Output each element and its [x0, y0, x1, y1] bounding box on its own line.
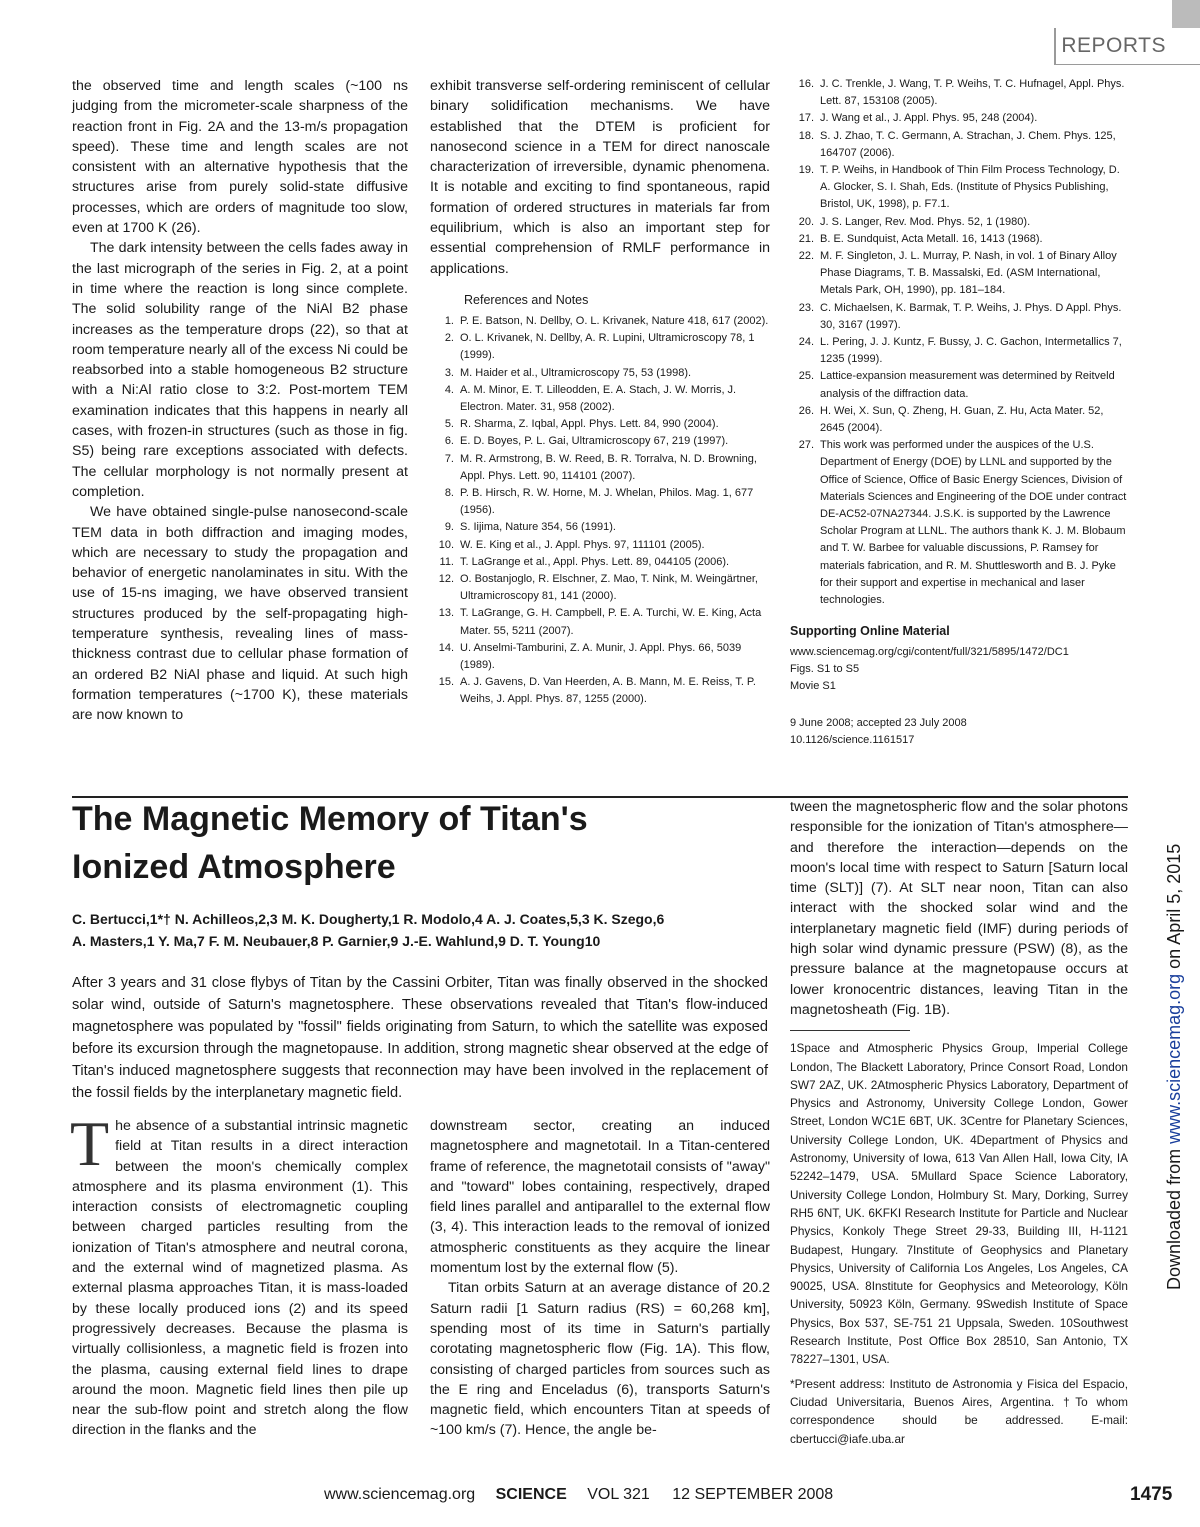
- reference-item: [790, 110, 1130, 127]
- page-footer: [324, 1486, 833, 1504]
- reference-number: 11.: [439, 555, 454, 568]
- reference-number: 2.: [444, 332, 454, 345]
- som-heading: Supporting Online Material: [790, 624, 950, 639]
- reference-number: 23.: [798, 301, 814, 314]
- reference-text: P. B. Hirsch, R. W. Horne, M. J. Whelan, Philos. Mag. 1, 677 (1956).: [460, 487, 754, 517]
- reference-number: 9.: [444, 521, 454, 534]
- reference-text: L. Pering, J. J. Kuntz, F. Bussy, J. C. Gachon, Intermetallics 7, 1235 (1999).: [820, 336, 1122, 366]
- reference-item: [790, 403, 1130, 437]
- reference-text: B. E. Sundquist, Acta Metall. 16, 1413 (1968).: [820, 232, 1043, 245]
- download-suffix: on April 5, 2015: [1164, 843, 1184, 974]
- article-column-3: [790, 797, 1128, 1454]
- references-list: [430, 313, 770, 709]
- reference-text: M. R. Armstrong, B. W. Reed, B. R. Torralva, N. D. Browning, Appl. Phys. Lett. 90, 114101 (2007).: [460, 452, 757, 482]
- authors-line: A. Masters,1 Y. Ma,7 F. M. Neubauer,8 P. Garnier,9 J.-E. Wahlund,9 D. T. Young10: [72, 933, 601, 949]
- reference-number: 6.: [444, 435, 454, 448]
- section-header: [1054, 28, 1200, 65]
- reference-number: 3.: [444, 366, 454, 379]
- reference-text: W. E. King et al., J. Appl. Phys. 97, 111101 (2005).: [460, 538, 705, 551]
- drop-cap: T: [70, 1108, 110, 1179]
- reference-text: P. E. Batson, N. Dellby, O. L. Krivanek, Nature 418, 617 (2002).: [460, 314, 769, 327]
- reference-text: T. LaGrange et al., Appl. Phys. Lett. 89, 044105 (2006).: [460, 555, 730, 568]
- reference-item: [790, 437, 1130, 609]
- reference-number: 1.: [444, 314, 454, 327]
- reference-number: 26.: [798, 404, 814, 417]
- correspondence-notes: *Present address: Instituto de Astronomia y Fisica del Espacio, Ciudad Universitaria, Buenos Aires, Argentina. †To whom correspondence should be addressed. E-mail: cbertucci@iafe.uba.ar: [790, 1376, 1128, 1446]
- reference-number: 4.: [444, 383, 454, 396]
- article-doi: 10.1126/science.1161517: [790, 734, 915, 747]
- reference-text: J. C. Trenkle, J. Wang, T. P. Weihs, T. C. Hufnagel, Appl. Phys. Lett. 87, 153108 (2005).: [820, 78, 1125, 108]
- reference-text: H. Wei, X. Sun, Q. Zheng, H. Guan, Z. Hu, Acta Mater. 52, 2645 (2004).: [820, 404, 1104, 435]
- reference-item: [430, 416, 770, 433]
- prev-article-column-2: [430, 76, 770, 709]
- section-label: REPORTS: [1061, 34, 1166, 57]
- reference-text: O. Bostanjoglo, R. Elschner, Z. Mao, T. Nink, M. Weingärtner, Ultramicroscopy 81, 141 (2000).: [460, 573, 758, 603]
- reference-text: T. P. Weihs, in Handbook of Thin Film Process Technology, D. A. Glocker, S. I. Shah, Eds. (Institute of Physics Publishing, Bristol, UK, 1998), p. F7.1.: [820, 164, 1120, 211]
- download-link[interactable]: www.sciencemag.org: [1164, 973, 1184, 1144]
- affiliations: [790, 1039, 1128, 1448]
- reference-text: S. J. Zhao, T. C. Germann, A. Strachan, J. Chem. Phys. 125, 164707 (2006).: [820, 129, 1116, 159]
- reference-number: 17.: [798, 112, 814, 125]
- prev-article-column-1: [72, 76, 408, 726]
- reference-number: 8.: [444, 487, 454, 499]
- reference-item: [430, 451, 770, 485]
- reference-item: [430, 433, 770, 450]
- reference-text: This work was performed under the auspices of the U.S. Department of Energy (DOE) by LLNL and supported by the Office of Science, Office of Basic Energy Sciences, Division of Materials Sciences and Engineering of the DOE under contract DE-AC52-07NA27344. J.S.K. is supported by the Lawrence Scholar Program at LLNL. The authors thank K. J. M. Blobaum and T. W. Barbee for valuable discussions, P. Ramsey for materials fabrication, and R. M. Shuttlesworth and B. J. Pyke for their support and expertise in mechanical and laser technologies.: [820, 439, 1127, 607]
- reference-item: [430, 554, 770, 571]
- reference-item: [790, 214, 1130, 231]
- references-heading: References and Notes: [464, 292, 589, 307]
- reference-item: [790, 300, 1130, 334]
- reference-number: 18.: [798, 129, 814, 142]
- corner-tab: [1172, 0, 1200, 28]
- reference-number: 19.: [798, 164, 814, 177]
- reference-number: 21.: [798, 232, 814, 245]
- reference-number: 10.: [438, 538, 454, 551]
- reference-text: J. S. Langer, Rev. Mod. Phys. 52, 1 (1980).: [820, 215, 1031, 228]
- reference-item: [790, 334, 1130, 368]
- reference-item: [430, 537, 770, 554]
- references-list: [790, 76, 1130, 609]
- reference-number: 7.: [444, 452, 454, 465]
- reference-number: 5.: [444, 418, 454, 431]
- reference-number: 20.: [798, 215, 814, 228]
- reference-item: [430, 640, 770, 674]
- reference-item: [430, 382, 770, 416]
- reference-text: A. M. Minor, E. T. Lilleodden, E. A. Stach, J. W. Morris, J. Electron. Mater. 31, 958 (2002).: [460, 383, 737, 413]
- reference-item: [430, 485, 770, 519]
- reference-number: 24.: [798, 336, 814, 349]
- paragraph: he absence of a substantial intrinsic magnetic field at Titan results in a direct interaction between the moon's chemically complex atmosphere and its plasma environment (1). This interaction consists of electromagnetic coupling between charged particles resulting from the ionization of Titan's atmosphere and neutral corona, and the external wind of magnetized plasma. As external plasma approaches Titan, it is mass-loaded by these locally produced ions (2) and its speed progressively decreases. Because the plasma is virtually collisionless, a magnetic field is frozen into the plasma, causing external field lines to drape around the moon. Magnetic field lines then pile up near the sub-flow point and stretch along the flow direction in the flanks and the: [72, 1118, 408, 1439]
- reference-text: U. Anselmi-Tamburini, Z. A. Munir, J. Appl. Phys. 66, 5039 (1989).: [460, 641, 742, 672]
- reference-item: [790, 231, 1130, 248]
- reference-text: A. J. Gavens, D. Van Heerden, A. B. Mann, M. E. Reiss, T. P. Weihs, J. Appl. Phys. 87, 1255 (2000).: [460, 676, 756, 706]
- footer-journal: SCIENCE: [495, 1486, 567, 1503]
- paragraph: the observed time and length scales (~100 ns judging from the micrometer-scale sharpness of the reaction front in Fig. 2A and the 13-m/s propagation speed). These time and length scales are not consistent with an alternative hypothesis that the structures arise from purely solid-state diffusive processes, which are orders of magnitude too slow, even at 1700 K (26).: [72, 78, 408, 237]
- reference-item: [430, 365, 770, 382]
- reference-text: S. Iijima, Nature 354, 56 (1991).: [460, 521, 616, 534]
- page-number: 1475: [1130, 1484, 1173, 1505]
- reference-item: [430, 674, 770, 708]
- reference-text: Lattice-expansion measurement was determined by Reitveld analysis of the diffraction data.: [820, 370, 1115, 400]
- paragraph: The dark intensity between the cells fades away in the last micrograph of the series in Fig. 2, at a point in time where the reaction is long since complete. The solid solubility range of the NiAl B2 phase increases as the temperature drops (22), so that at room temperature nearly all of the excess Ni could be reabsorbed into a stable homogeneous B2 structure with a Ni:Al ratio close to 3:2. Post-mortem TEM examination indicates that this happens in nearly all cases, with frozen-in structures (such as those in fig. S5) being rare exceptions associated with defects. The cellular morphology is not normally present at completion.: [72, 240, 408, 500]
- reference-text: R. Sharma, Z. Iqbal, Appl. Phys. Lett. 84, 990 (2004).: [460, 418, 719, 431]
- reference-text: M. F. Singleton, J. L. Murray, P. Nash, in vol. 1 of Binary Alloy Phase Diagrams, T. B. Massalski, Ed. (ASM International, Metals Park, OH, 1990), pp. 181–184.: [820, 250, 1117, 297]
- download-prefix: Downloaded from: [1164, 1143, 1184, 1290]
- reference-item: [430, 313, 770, 330]
- reference-item: [790, 162, 1130, 214]
- reference-item: [790, 368, 1130, 402]
- reference-text: O. L. Krivanek, N. Dellby, A. R. Lupini, Ultramicroscopy 78, 1 (1999).: [460, 332, 755, 362]
- reference-number: 12.: [438, 573, 454, 586]
- reference-item: [790, 128, 1130, 162]
- prev-article-column-3: [790, 76, 1130, 749]
- footnote-rule: [790, 1030, 910, 1031]
- reference-item: [430, 605, 770, 639]
- footer-site: www.sciencemag.org: [324, 1486, 476, 1503]
- reference-item: [430, 519, 770, 536]
- som-line: Figs. S1 to S5: [790, 663, 860, 676]
- footer-volume: VOL 321: [587, 1486, 650, 1503]
- reference-text: J. Wang et al., J. Appl. Phys. 95, 248 (2004).: [820, 112, 1038, 125]
- article-column-1: [70, 1108, 408, 1441]
- download-note: [1164, 844, 1185, 1290]
- reference-number: 14.: [438, 641, 454, 654]
- article-title: The Magnetic Memory of Titan's Ionized Atmosphere: [72, 800, 588, 886]
- paragraph: Titan orbits Saturn at an average distance of 20.2 Saturn radii [1 Saturn radius (RS) = 60,268 km], spending most of its time in Saturn's partially corotating magnetospheric flow (Fig. 1A). This flow, consisting of charged particles from sources such as the E ring and Enceladus (6), transports Saturn's magnetic field, which encounters Titan at speeds of ~100 km/s (7). Hence, the angle be-: [430, 1280, 770, 1439]
- article-column-2: [430, 1116, 770, 1441]
- reference-text: C. Michaelsen, K. Barmak, T. P. Weihs, J. Phys. D Appl. Phys. 30, 3167 (1997).: [820, 301, 1122, 331]
- reference-text: M. Haider et al., Ultramicroscopy 75, 53 (1998).: [460, 366, 692, 379]
- reference-number: 15.: [438, 676, 454, 689]
- author-list: [72, 908, 762, 952]
- paragraph: tween the magnetospheric flow and the solar photons responsible for the ionization of Titan's atmosphere—and therefore the interaction—depends on the moon's local time with respect to Saturn [Saturn local time (SLT)] (7). At SLT near noon, Titan can also interact with the shocked solar wind and the interplanetary magnetic field (IMF) during periods of high solar wind dynamic pressure (PSW) (8), as the pressure balance at the magnetopause occurs at lower kronocentric distances, leaving Titan in the magnetosheath (Fig. 1B).: [790, 799, 1128, 1018]
- authors-line: C. Bertucci,1*† N. Achilleos,2,3 M. K. Dougherty,1 R. Modolo,4 A. J. Coates,5,3 K. Szego,6: [72, 911, 665, 927]
- reference-number: 16.: [798, 78, 814, 90]
- paragraph: downstream sector, creating an induced magnetosphere and magnetotail. In a Titan-centered frame of reference, the magnetotail consists of "away" and "toward" lobes containing, respectively, draped field lines parallel and antiparallel to the external flow (3, 4). This interaction leads to the removal of ionized atmospheric constituents as they acquire the linear momentum lost by the external flow (5).: [430, 1118, 770, 1277]
- reference-text: T. LaGrange, G. H. Campbell, P. E. A. Turchi, W. E. King, Acta Mater. 55, 5211 (2007).: [460, 607, 762, 637]
- paragraph: We have obtained single-pulse nanosecond-scale TEM data in both diffraction and imaging modes, which are necessary to study the propagation and behavior of energetic nanolaminates in situ. With the use of 15-ns imaging, we have observed transient structures produced by the self-propagating high-temperature synthesis, revealing lines of mass-thickness contrast due to cellular phase formation of an ordered B2 NiAl phase and liquid. At such high formation temperatures (~1700 K), these materials are now known to: [72, 504, 408, 724]
- som-line: Movie S1: [790, 680, 836, 693]
- abstract: After 3 years and 31 close flybys of Titan by the Cassini Orbiter, Titan was finally observed in the shocked solar wind, outside of Saturn's magnetosphere. These observations revealed that Titan's flow-induced magnetosphere was populated by "fossil" fields originating from Saturn, to which the satellite was exposed before its excursion through the magnetopause. In addition, strong magnetic shear observed at the edge of Titan's induced magnetosphere suggests that reconnection may have been involved in the replacement of the fossil fields by the interplanetary magnetic field.: [72, 975, 768, 1101]
- supporting-material: [790, 623, 1130, 749]
- reference-number: 27.: [798, 439, 814, 452]
- reference-number: 13.: [438, 607, 454, 620]
- affiliations-text: 1Space and Atmospheric Physics Group, Imperial College London, The Blackett Laboratory, Prince Consort Road, London SW7 2AZ, UK. 2Atmospheric Physics Laboratory, Department of Physics and Astronomy, University College London, Gower Street, London WC1E 6BT, UK. 3Centre for Planetary Sciences, University College London, UK. 4Department of Physics and Astronomy, University of Iowa, 613 Van Allen Hall, Iowa City, IA 52242–1479, USA. 5Mullard Space Science Laboratory, University College London, Holmbury St. Mary, Dorking, Surrey RH5 6NT, UK. 6KFKI Research Institute for Particle and Nuclear Physics, Konkoly Thege Street 29-33, Building III, H-1121 Budapest, Hungary. 7Institute of Geophysics and Planetary Physics, University of California Los Angeles, Los Angeles, CA 90025, USA. 8Institute for Geophysics and Meteorology, Köln University, 50923 Köln, Germany. 9Swedish Institute of Space Physics, Box 537, SE-751 21 Uppsala, Sweden. 10Southwest Research Institute, Post Office Box 28510, San Antonio, TX 78227–1301, USA.: [790, 1041, 1128, 1367]
- paragraph: exhibit transverse self-ordering reminiscent of cellular binary solidification mechanisms. We have established that the DTEM is proficient for nanosecond science in a TEM for direct nanoscale characterization of irreversible, dynamic phenomena. It is notable and exciting to find spontaneous, rapid formation of ordered structures in materials far from equilibrium, which is also an important step for essential comprehension of RMLF performance in applications.: [430, 78, 770, 277]
- reference-item: [790, 76, 1130, 110]
- reference-item: [430, 571, 770, 605]
- reference-number: 22.: [798, 250, 814, 263]
- article-dates: 9 June 2008; accepted 23 July 2008: [790, 717, 967, 730]
- reference-number: 25.: [798, 370, 814, 383]
- reference-item: [790, 248, 1130, 300]
- reference-item: [430, 330, 770, 364]
- som-link[interactable]: www.sciencemag.org/cgi/content/full/321/5895/1472/DC1: [790, 646, 1069, 659]
- footer-date: 12 SEPTEMBER 2008: [672, 1486, 834, 1503]
- reference-text: E. D. Boyes, P. L. Gai, Ultramicroscopy 67, 219 (1997).: [460, 435, 729, 448]
